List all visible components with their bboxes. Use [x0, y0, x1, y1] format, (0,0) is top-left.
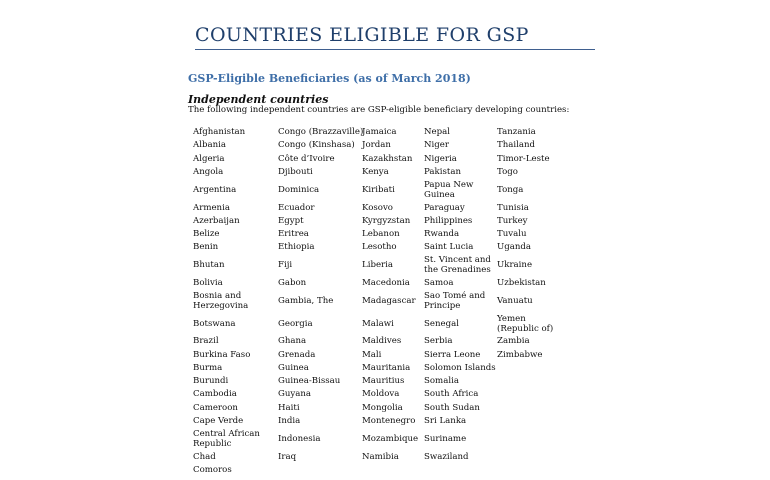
- country-name: Bhutan: [193, 260, 225, 271]
- country-name: Tuvalu: [497, 229, 527, 240]
- country-name: Sao Tomé and Principe: [424, 291, 486, 311]
- section-heading: Independent countries: [188, 93, 329, 106]
- country-name: Madagascar: [362, 296, 416, 306]
- country-name: Serbia: [424, 336, 453, 347]
- country-name: Comoros: [193, 464, 232, 475]
- country-name: Suriname: [424, 433, 467, 444]
- country-name: Egypt: [278, 215, 304, 226]
- country-name: Burkina Faso: [193, 349, 251, 360]
- country-name: Botswana: [193, 318, 236, 329]
- country-name: Ukraine: [497, 260, 533, 271]
- country-name: Sri Lanka: [424, 415, 467, 426]
- country-name: Armenia: [193, 202, 230, 213]
- country-name: Gabon: [278, 278, 307, 289]
- country-name: Zimbabwe: [497, 349, 543, 360]
- country-name: Iraq: [278, 451, 297, 462]
- country-name: Bolivia: [193, 278, 223, 289]
- title-underline: [195, 49, 595, 50]
- country-name: Tonga: [497, 184, 524, 195]
- country-name: Turkey: [497, 215, 528, 226]
- country-name: Malawi: [362, 318, 394, 329]
- country-name: South Sudan: [424, 402, 480, 413]
- country-name: Liberia: [362, 260, 394, 271]
- country-name: Afghanistan: [193, 127, 246, 138]
- section-subtitle: GSP-Eligible Beneficiaries (as of March 2018): [188, 72, 471, 85]
- country-name: Algeria: [193, 153, 225, 164]
- country-name: Georgia: [278, 318, 313, 329]
- country-name: Grenada: [278, 349, 316, 360]
- country-name: Burundi: [193, 376, 229, 387]
- country-name: Pakistan: [424, 166, 461, 177]
- country-name: Gambia, The: [278, 296, 334, 306]
- country-name: Senegal: [424, 318, 459, 329]
- country-name: Swaziland: [424, 451, 469, 462]
- country-name: Ethiopia: [278, 242, 315, 253]
- country-name: Kyrgyzstan: [362, 215, 411, 226]
- country-name: Sierra Leone: [424, 349, 481, 360]
- country-name: Tunisia: [497, 202, 529, 213]
- country-name: Namibia: [362, 451, 399, 462]
- country-name: Ghana: [278, 336, 307, 347]
- country-name: Timor-Leste: [497, 153, 550, 164]
- country-name: Niger: [424, 140, 449, 151]
- country-name: Haiti: [278, 402, 300, 413]
- country-name: Nigeria: [424, 153, 457, 164]
- country-name: Uzbekistan: [497, 278, 546, 289]
- country-name: Macedonia: [362, 278, 410, 289]
- country-name: Yemen (Republic of): [497, 313, 554, 334]
- country-name: Azerbaijan: [193, 215, 240, 226]
- country-name: Kenya: [362, 166, 389, 177]
- country-name: Cambodia: [193, 389, 237, 400]
- country-name: Moldova: [362, 389, 400, 400]
- country-name: Nepal: [424, 127, 450, 138]
- country-name: Montenegro: [362, 415, 416, 426]
- country-name: Dominica: [278, 184, 320, 195]
- country-name: Burma: [193, 362, 223, 373]
- country-name: Congo (Brazzaville): [278, 127, 364, 138]
- country-name: Mauritius: [362, 376, 405, 387]
- country-name: Philippines: [424, 215, 473, 226]
- country-name: South Africa: [424, 389, 479, 400]
- country-name: Fiji: [278, 260, 293, 271]
- country-name: Paraguay: [424, 202, 465, 213]
- country-name: Tanzania: [497, 127, 536, 138]
- country-name: Djibouti: [278, 166, 313, 177]
- country-name: Guyana: [278, 389, 312, 400]
- country-name: Jordan: [362, 140, 391, 151]
- country-name: Bosnia and Herzegovina: [193, 291, 249, 311]
- country-name: Vanuatu: [497, 296, 533, 306]
- country-name: Thailand: [497, 140, 536, 151]
- country-name: Mongolia: [362, 402, 403, 413]
- country-name: Chad: [193, 451, 216, 462]
- country-name: Zambia: [497, 336, 530, 347]
- country-name: Cape Verde: [193, 415, 244, 426]
- country-name: Mauritania: [362, 362, 411, 373]
- country-name: Lesotho: [362, 242, 397, 253]
- country-name: Kosovo: [362, 202, 393, 213]
- country-name: Kazakhstan: [362, 153, 413, 164]
- country-name: Benin: [193, 242, 219, 253]
- country-name: Mozambique: [362, 433, 419, 444]
- country-name: Togo: [497, 166, 518, 177]
- country-name: Brazil: [193, 336, 219, 347]
- country-name: Papua New Guinea: [424, 179, 474, 200]
- country-name: Guinea-Bissau: [278, 376, 341, 387]
- country-name: Cameroon: [193, 402, 238, 413]
- country-name: Congo (Kinshasa): [278, 140, 355, 151]
- country-name: Mali: [362, 349, 382, 360]
- page-title: COUNTRIES ELIGIBLE FOR GSP: [195, 24, 529, 46]
- country-name: Somalia: [424, 376, 459, 387]
- country-name: Lebanon: [362, 229, 400, 240]
- country-name: Jamaica: [362, 127, 397, 138]
- country-name: Guinea: [278, 362, 309, 373]
- country-name: Central African Republic: [193, 428, 260, 449]
- country-name: Saint Lucia: [424, 242, 474, 253]
- country-name: Uganda: [497, 242, 532, 253]
- country-name: India: [278, 415, 301, 426]
- country-name: Belize: [193, 229, 220, 240]
- country-name: Argentina: [193, 184, 237, 195]
- country-name: Albania: [193, 140, 226, 151]
- country-name: Kiribati: [362, 184, 395, 195]
- country-name: Angola: [193, 166, 224, 177]
- country-name: Maldives: [362, 336, 402, 347]
- country-name: Solomon Islands: [424, 362, 496, 373]
- country-name: Samoa: [424, 278, 454, 289]
- intro-text: The following independent countries are GSP-eligible beneficiary developing countries:: [188, 105, 570, 115]
- country-name: St. Vincent and the Grenadines: [424, 255, 491, 276]
- country-name: Indonesia: [278, 433, 321, 444]
- country-name: Eritrea: [278, 229, 309, 240]
- country-name: Côte d’Ivoire: [278, 153, 335, 164]
- country-name: Rwanda: [424, 229, 460, 240]
- country-name: Ecuador: [278, 202, 315, 213]
